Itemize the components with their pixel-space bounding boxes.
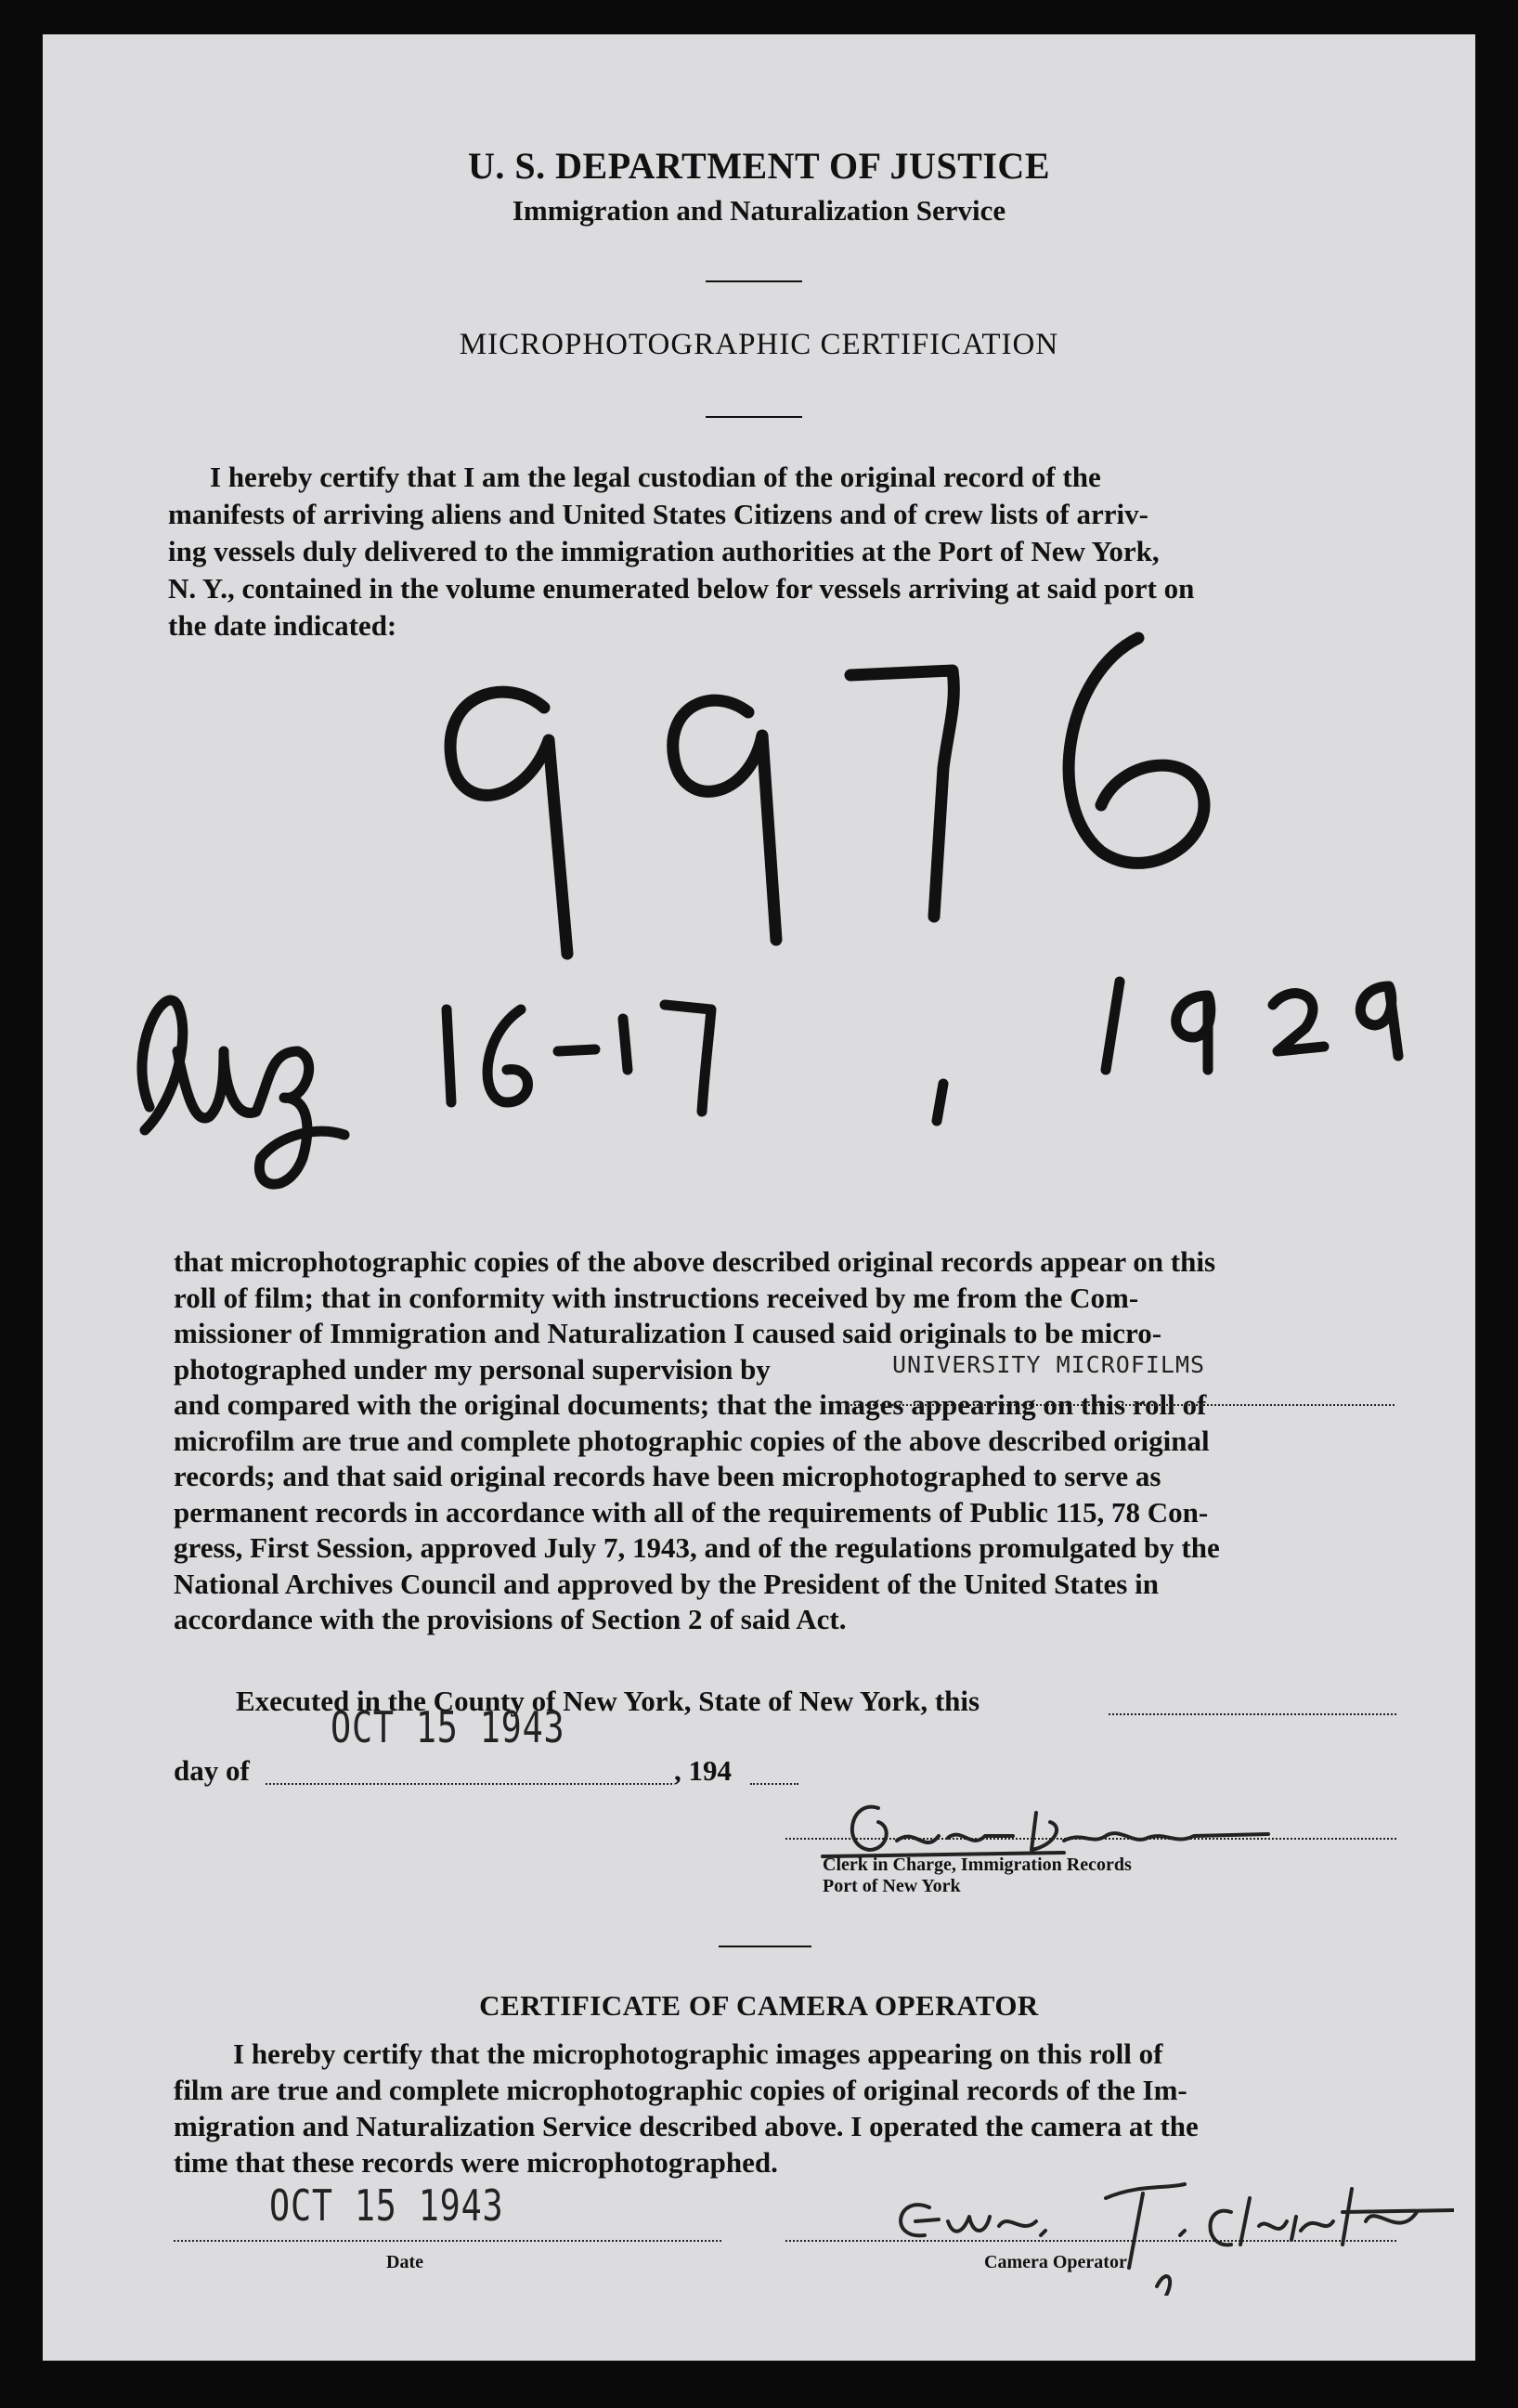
intro-paragraph xyxy=(168,459,1395,644)
body-paragraph xyxy=(174,1244,1396,1638)
certificate-sheet xyxy=(43,34,1475,2361)
section-divider xyxy=(719,1946,811,1947)
header-divider-2 xyxy=(706,416,802,418)
service-subheading: Immigration and Naturalization Service xyxy=(512,194,1006,227)
clerk-signature-dotted-line xyxy=(785,1838,1396,1840)
intro-line: the date indicated: xyxy=(168,609,397,642)
day-of-dotted-line xyxy=(266,1783,672,1785)
department-heading: U. S. DEPARTMENT OF JUSTICE xyxy=(468,145,1050,187)
date-year-9-a xyxy=(1176,996,1211,1070)
volume-digit-9-a xyxy=(450,692,567,954)
day-of-label: day of xyxy=(174,1754,250,1787)
handwritten-volume-number xyxy=(396,619,1287,972)
body-line: missioner of Immigration and Naturalization I caused said originals to be micro- xyxy=(174,1317,1162,1349)
microfilm-company-stamp: UNIVERSITY MICROFILMS xyxy=(892,1351,1206,1378)
clerk-title: Clerk in Charge, Immigration Records xyxy=(823,1855,1132,1875)
body-line: roll of film; that in conformity with instructions received by me from the Com- xyxy=(174,1281,1139,1314)
body-line: permanent records in accordance with all of the requirements of Public 115, 78 Con- xyxy=(174,1495,1209,1529)
intro-line: ing vessels duly delivered to the immigration authorities at the Port of New York, xyxy=(168,535,1160,567)
supervision-dotted-line xyxy=(847,1404,1395,1406)
intro-line: N. Y., contained in the volume enumerated below for vessels arriving at said port on xyxy=(168,572,1195,605)
camera-date-stamp: OCT 15 1943 xyxy=(269,2180,504,2231)
date-label: Date xyxy=(386,2252,423,2272)
volume-digit-9-b xyxy=(673,700,776,940)
date-day-17-b xyxy=(665,1005,711,1112)
volume-digit-6 xyxy=(1069,638,1204,863)
camera-certificate-heading: CERTIFICATE OF CAMERA OPERATOR xyxy=(479,1989,1039,2022)
camera-line: I hereby certify that the microphotographic images appearing on this roll of xyxy=(233,2037,1163,2070)
operator-dotted-line xyxy=(785,2240,1396,2242)
camera-line: film are true and complete microphotographic copies of original records of the Im- xyxy=(174,2074,1187,2106)
volume-digit-7 xyxy=(850,670,954,917)
date-year-9-b xyxy=(1360,986,1398,1056)
body-line: that microphotographic copies of the above described original records appear on this xyxy=(174,1245,1216,1278)
handwritten-date xyxy=(84,940,1440,1218)
clerk-location: Port of New York xyxy=(823,1876,961,1896)
executed-dotted-line xyxy=(1109,1713,1396,1715)
body-line-supervision xyxy=(174,1352,1396,1388)
body-line: National Archives Council and approved by the President of the United States in xyxy=(174,1567,1159,1600)
camera-operator-signature xyxy=(860,2156,1454,2296)
year-label: , 194 xyxy=(674,1754,732,1787)
camera-operator-label: Camera Operator xyxy=(984,2252,1127,2272)
certification-title: MICROPHOTOGRAPHIC CERTIFICATION xyxy=(459,328,1059,361)
date-day-16-a xyxy=(447,1009,451,1102)
camera-line: migration and Naturalization Service described above. I operated the camera at the xyxy=(174,2110,1199,2142)
intro-line: I hereby certify that I am the legal custodian of the original record of the xyxy=(210,461,1101,493)
camera-line: time that these records were microphotographed. xyxy=(174,2146,778,2179)
date-dotted-line xyxy=(174,2240,721,2242)
body-line: microfilm are true and complete photographic copies of the above described original xyxy=(174,1424,1210,1457)
date-comma xyxy=(937,1084,943,1121)
body-line: and compared with the original documents; that the images appearing on this roll of xyxy=(174,1388,1207,1421)
date-day-17-a xyxy=(623,1019,628,1070)
date-word-aug xyxy=(142,1000,344,1184)
body-line: records; and that said original records have been microphotographed to serve as xyxy=(174,1460,1161,1492)
date-year-2 xyxy=(1273,994,1324,1051)
date-dash xyxy=(558,1049,595,1051)
date-year-1 xyxy=(1106,982,1120,1070)
header-divider-1 xyxy=(706,280,802,282)
date-day-16-b xyxy=(487,1009,527,1102)
body-line: photographed under my personal supervision by xyxy=(174,1352,771,1386)
executed-date-stamp: OCT 15 1943 xyxy=(331,1702,565,1752)
body-line: accordance with the provisions of Section 2 of said Act. xyxy=(174,1603,847,1635)
executed-line: Executed in the County of New York, State of New York, this xyxy=(236,1685,980,1717)
body-line: gress, First Session, approved July 7, 1943, and of the regulations promulgated by the xyxy=(174,1531,1220,1564)
intro-line: manifests of arriving aliens and United States Citizens and of crew lists of arriv- xyxy=(168,498,1148,530)
